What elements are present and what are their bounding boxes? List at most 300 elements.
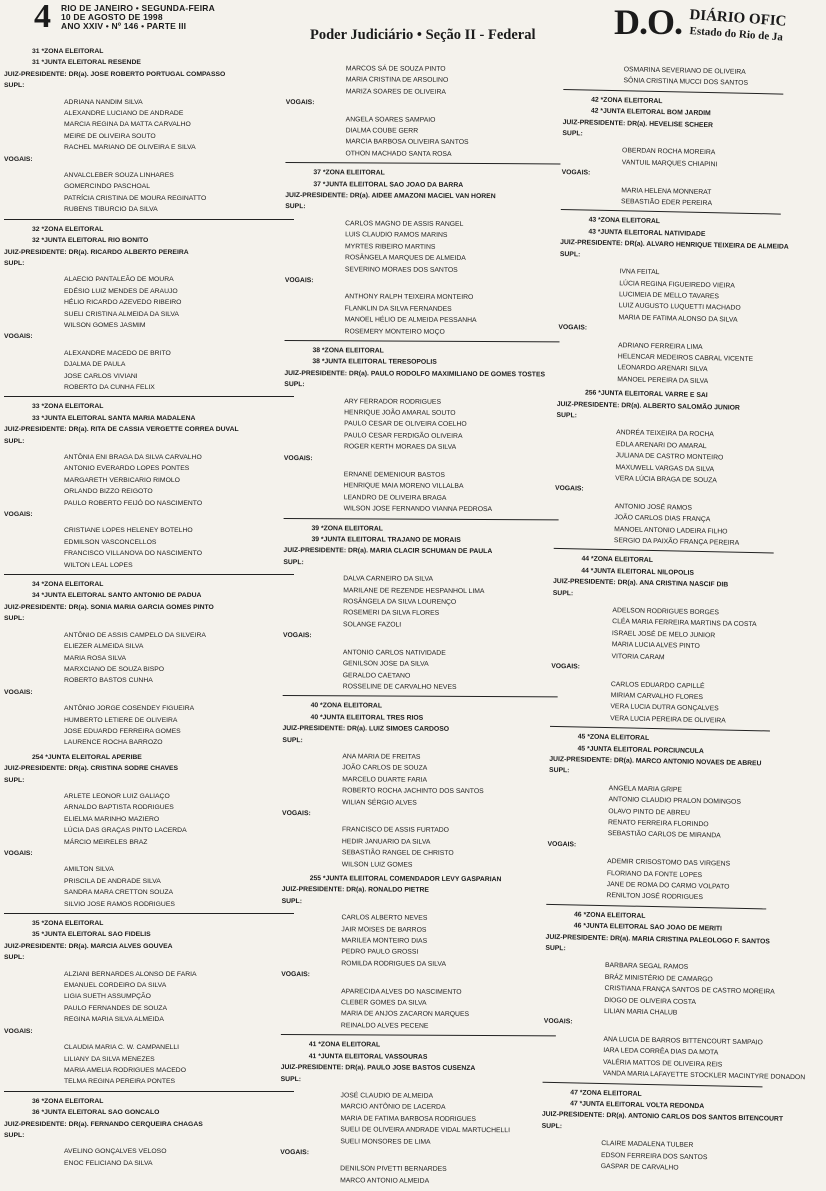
- supl-name: LUCIMEIA DE MELLO TAVARES: [618, 291, 720, 301]
- juiz-presidente: JUIZ-PRESIDENTE: DR(a). SONIA MARIA GARCIA GOMES PINTO: [4, 603, 214, 611]
- supl-name: ARY FERRADOR RODRIGUES: [344, 397, 442, 406]
- zona-block: [281, 873, 557, 1033]
- supl-name: MARIA DE FATIMA BARBOSA RODRIGUES: [340, 1115, 476, 1123]
- vogal-name: CRISTIANE LOPES HELENEY BOTELHO: [64, 527, 193, 535]
- supl-name: HENRIQUE JOÃO AMARAL SOUTO: [344, 409, 456, 417]
- supl-name: VERA LÚCIA BRAGA DE SOUZA: [615, 475, 717, 485]
- juiz-presidente: JUIZ-PRESIDENTE: DR(a). ALBERTO SALOMÃO JUNIOR: [556, 400, 740, 412]
- supl-name: MARIA ROSA SILVA: [64, 654, 127, 662]
- supl-name: VANTUIL MARQUES CHIAPINI: [621, 159, 718, 169]
- supl-name: MARIZA SOARES DE OLIVEIRA: [345, 88, 446, 96]
- vogal-name: PRISCILA DE ANDRADE SILVA: [64, 877, 161, 885]
- junta-heading: 36 *JUNTA ELEITORAL SAO GONCALO: [32, 1109, 160, 1117]
- vogais-label: VOGAIS:: [283, 454, 313, 462]
- vogal-name: MARCIA BARBOSA OLIVEIRA SANTOS: [345, 138, 469, 147]
- supl-name: WILIAN SÉRGIO ALVES: [342, 798, 417, 807]
- brand-title: DIÁRIO OFIC: [688, 7, 787, 30]
- zona-heading: 42 *ZONA ELEITORAL: [591, 96, 663, 105]
- supl-label: SUPL:: [562, 130, 583, 138]
- zona-block: [4, 396, 294, 571]
- supl-label: SUPL:: [4, 82, 25, 90]
- column-1: [4, 46, 294, 1172]
- vogal-name: REINALDO ALVES PECENE: [340, 1022, 429, 1030]
- zona-heading: 38 *ZONA ELEITORAL: [312, 347, 384, 355]
- juiz-presidente: JUIZ-PRESIDENTE: DR(a). CRISTINA SODRE CHAVES: [4, 765, 179, 773]
- supl-name: ARNALDO BAPTISTA RODRIGUES: [64, 804, 174, 812]
- zona-heading: 41 *ZONA ELEITORAL: [308, 1041, 381, 1049]
- supl-name: ANTÔNIO DE ASSIS CAMPELO DA SILVEIRA: [64, 631, 206, 639]
- vogal-name: MARCO ANTONIO ALMEIDA: [340, 1177, 430, 1185]
- zona-heading: 47 *ZONA ELEITORAL: [570, 1088, 642, 1098]
- supl-name: ELIEZER ALMEIDA SILVA: [64, 643, 144, 651]
- vogais-label: VOGAIS:: [4, 333, 33, 341]
- supl-name: SUELI CRISTINA ALMEIDA DA SILVA: [64, 310, 179, 318]
- supl-name: HÉLIO RICARDO AZEVEDO RIBEIRO: [64, 299, 182, 307]
- supl-label: SUPL:: [541, 1122, 563, 1130]
- vogal-name: WILSON JOSE FERNANDO VIANNA PEDROSA: [343, 505, 493, 514]
- supl-name: EDÉSIO LUIZ MENDES DE ARAUJO: [64, 287, 178, 295]
- vogal-name: WILSON LUIZ GOMES: [341, 860, 413, 869]
- column-3: [541, 58, 806, 1179]
- juiz-presidente: JUIZ-PRESIDENTE: DR(a). PAULO JOSE BASTOS CUSENZA: [280, 1064, 476, 1073]
- juiz-presidente: JUIZ-PRESIDENTE: DR(a). AIDEE AMAZONI MACIEL VAN HOREN: [285, 192, 496, 201]
- vogal-name: MANOEL HÉLIO DE ALMEIDA PESSANHA: [344, 316, 477, 325]
- supl-name: LILIAN MARIA CHALUB: [603, 1008, 678, 1017]
- supl-name: SUELI MONSORES DE LIMA: [340, 1137, 431, 1146]
- separator-rule: [285, 340, 560, 342]
- zona-heading: 44 *ZONA ELEITORAL: [581, 555, 653, 565]
- supl-name: OLAVO PINTO DE ABREU: [608, 807, 691, 817]
- supl-label: SUPL:: [4, 1131, 25, 1139]
- supl-name: ORLANDO BIZZO REIGOTO: [64, 488, 153, 496]
- zona-block: [543, 904, 806, 1083]
- vogais-label: VOGAIS:: [4, 155, 33, 163]
- supl-name: ADRIANA NANDIM SILVA: [64, 98, 143, 106]
- zona-block: [282, 695, 558, 871]
- page-header: [0, 0, 787, 50]
- junta-heading: 255 *JUNTA ELEITORAL COMENDADOR LEVY GASPARIAN: [309, 875, 502, 884]
- juiz-presidente: JUIZ-PRESIDENTE: DR(a). FERNANDO CERQUEIRA CHAGAS: [4, 1120, 203, 1128]
- vogais-label: VOGAIS:: [285, 99, 315, 107]
- header-date: 10 DE AGOSTO DE 1998: [61, 12, 163, 22]
- supl-name: JULIANA DE CASTRO MONTEIRO: [615, 452, 724, 462]
- vogal-name: ROSSELINE DE CARVALHO NEVES: [342, 683, 457, 691]
- supl-name: ANTONIO CLAUDIO PRALON DOMINGOS: [608, 796, 741, 807]
- supl-label: SUPL:: [283, 558, 304, 566]
- vogal-name: ANTÔNIO JORGE COSENDEY FIGUEIRA: [64, 705, 195, 713]
- supl-name: MÁRCIO MEIRELES BRAZ: [64, 838, 148, 846]
- vogal-name: ANGELA SOARES SAMPAIO: [345, 115, 436, 124]
- juiz-presidente: JUIZ-PRESIDENTE: DR(a). MARCO ANTONIO NOVAES DE ABREU: [549, 755, 762, 768]
- vogal-name: SEBASTIÃO RANGEL DE CHRISTO: [341, 849, 454, 858]
- zona-heading: 34 *ZONA ELEITORAL: [32, 581, 104, 589]
- vogais-label: VOGAIS:: [4, 850, 33, 857]
- supl-name: DIOGO DE OLIVEIRA COSTA: [604, 996, 696, 1006]
- zona-block: [554, 387, 777, 550]
- supl-label: SUPL:: [4, 954, 25, 962]
- zona-heading: 39 *ZONA ELEITORAL: [311, 524, 383, 533]
- vogal-name: CLEBER GOMES DA SILVA: [341, 999, 427, 1007]
- zona-block: [4, 574, 294, 749]
- supl-name: MAXUWELL VARGAS DA SILVA: [615, 463, 715, 473]
- juiz-presidente: JUIZ-PRESIDENTE: DR(a). MARIA CLACIR SCHUMAN DE PAULA: [283, 547, 493, 556]
- vogal-name: ERNANE DEMENIOUR BASTOS: [343, 471, 445, 479]
- vogal-name: IARA LEDA CORRÊA DIAS DA MOTA: [603, 1047, 719, 1057]
- vogal-name: VALÉRIA MATTOS DE OLIVEIRA REIS: [602, 1058, 723, 1069]
- vogal-name: DIALMA COUBE GERR: [345, 127, 419, 135]
- vogal-name: RUBENS TIBURCIO DA SILVA: [64, 206, 158, 214]
- vogais-label: VOGAIS:: [551, 662, 581, 671]
- vogal-name: CARLOS EDUARDO CAPILLÉ: [610, 680, 705, 690]
- zona-heading: 33 *ZONA ELEITORAL: [32, 403, 104, 411]
- junta-heading: 42 *JUNTA ELEITORAL BOM JARDIM: [590, 107, 711, 118]
- supl-name: EDSON FERREIRA DOS SANTOS: [600, 1151, 708, 1161]
- supl-name: JOÃO CARLOS DE SOUZA: [342, 764, 428, 773]
- vogal-name: JANE DE ROMA DO CARMO VOLPATO: [606, 881, 730, 891]
- vogal-name: JOSE CARLOS VIVIANI: [64, 372, 138, 380]
- vogal-name: JOSE EDUARDO FERREIRA GOMES: [64, 727, 181, 735]
- vogal-name: LAURENCE ROCHA BARROZO: [64, 739, 163, 747]
- vogal-name: FLANKLIN DA SILVA FERNANDES: [344, 305, 452, 313]
- vogais-label: VOGAIS:: [282, 632, 312, 640]
- vogais-label: VOGAIS:: [561, 169, 591, 177]
- separator-rule: [281, 1034, 556, 1036]
- supl-name: MARIA LUCIA ALVES PINTO: [611, 641, 700, 651]
- section-title: Poder Judiciário • Seção II - Federal: [310, 27, 536, 43]
- vogal-name: HENRIQUE MAIA MORENO VILLALBA: [343, 482, 464, 491]
- supl-name: JOSÉ CLAUDIO DE ALMEIDA: [340, 1092, 434, 1100]
- juiz-presidente: JUIZ-PRESIDENTE: DR(a). RONALDO PIETRE: [281, 886, 429, 895]
- supl-label: SUPL:: [548, 767, 570, 775]
- junta-heading: 47 *JUNTA ELEITORAL VOLTA REDONDA: [570, 1100, 705, 1111]
- vogal-name: ALEXANDRE MACEDO DE BRITO: [64, 349, 171, 357]
- vogais-label: VOGAIS:: [282, 809, 311, 818]
- zona-heading: 40 *ZONA ELEITORAL: [310, 702, 383, 710]
- vogal-name: SILVIO JOSE RAMOS RODRIGUES: [64, 900, 175, 908]
- vogais-label: VOGAIS:: [4, 511, 33, 519]
- vogal-name: RENILTON JOSÉ RODRIGUES: [606, 892, 703, 902]
- supl-name: RENATO FERREIRA FLORINDO: [607, 819, 709, 829]
- separator-rule: [4, 219, 294, 220]
- supl-name: SEBASTIÃO CARLOS DE MIRANDA: [607, 830, 721, 840]
- separator-rule: [4, 396, 294, 397]
- zona-block: [283, 518, 559, 694]
- zona-heading: 31 *ZONA ELEITORAL: [32, 48, 104, 55]
- vogal-name: MIRIAM CARVALHO FLORES: [610, 692, 703, 701]
- vogal-name: VERA LUCIA DUTRA GONÇALVES: [610, 703, 719, 713]
- junta-heading: 38 *JUNTA ELEITORAL TERESOPOLIS: [312, 358, 437, 367]
- vogais-label: VOGAIS:: [280, 1148, 309, 1157]
- juiz-presidente: JUIZ-PRESIDENTE: DR(a). RITA DE CASSIA VERGETTE CORREA DUVAL: [4, 426, 239, 434]
- zona-block: [4, 1091, 294, 1169]
- zona-block: [280, 1034, 556, 1187]
- supl-name: MARIA CRISTINA DE ARSOLINO: [345, 76, 449, 85]
- supl-name: REGINA MARIA SILVA ALMEIDA: [64, 1016, 164, 1024]
- vogal-name: MANOEL PEREIRA DA SILVA: [617, 375, 709, 385]
- vogal-name: FRANCISCO DE ASSIS FURTADO: [341, 826, 449, 835]
- junta-heading: 34 *JUNTA ELEITORAL SANTO ANTONIO DE PADUA: [32, 592, 202, 600]
- junta-heading: 43 *JUNTA ELEITORAL NATIVIDADE: [588, 228, 706, 238]
- vogais-label: VOGAIS:: [284, 276, 314, 285]
- zona-heading: 35 *ZONA ELEITORAL: [32, 920, 104, 928]
- vogal-name: HEDIR JANUARIO DA SILVA: [341, 838, 431, 846]
- supl-name: JAIR MOISES DE BARROS: [341, 925, 427, 934]
- supl-name: MARGARETH VERBICARIO RIMOLO: [64, 476, 180, 484]
- supl-name: ALEXANDRE LUCIANO DE ANDRADE: [64, 110, 184, 118]
- separator-rule: [285, 162, 560, 164]
- vogal-name: DJALMA DE PAULA: [64, 361, 126, 369]
- vogal-name: FLORIANO DA FONTE LOPES: [606, 869, 703, 879]
- vogal-name: LEANDRO DE OLIVEIRA BRAGA: [343, 494, 447, 502]
- supl-name: ANDRÉA TEIXEIRA DA ROCHA: [616, 429, 714, 439]
- separator-rule: [283, 695, 558, 697]
- supl-name: CLAIRE MADALENA TULBER: [601, 1140, 694, 1150]
- supl-name: ALAECIO PANTALEÃO DE MOURA: [64, 276, 174, 284]
- supl-label: SUPL:: [545, 944, 566, 953]
- junta-heading: 46 *JUNTA ELEITORAL SAO JOAO DE MERITI: [573, 922, 723, 933]
- zona-block: [541, 1081, 784, 1175]
- supl-label: SUPL:: [556, 411, 577, 420]
- junta-heading: 40 *JUNTA ELEITORAL TRES RIOS: [310, 713, 424, 722]
- supl-name: CRISTIANA FRANÇA SANTOS DE CASTRO MOREIRA: [604, 985, 775, 996]
- vogal-name: DENILSON PIVETTI BERNARDES: [340, 1165, 447, 1174]
- supl-label: SUPL:: [559, 250, 581, 259]
- juiz-presidente: JUIZ-PRESIDENTE: DR(a). PAULO RODOLFO MAXIMILIANO DE GOMES TOSTES: [284, 369, 546, 379]
- zona-heading: 45 *ZONA ELEITORAL: [577, 733, 650, 743]
- junta-heading: 41 *JUNTA ELEITORAL VASSOURAS: [308, 1052, 428, 1061]
- supl-name: SEVERINO MORAES DOS SANTOS: [344, 265, 458, 274]
- supl-name: IVNA FEITAL: [619, 268, 660, 277]
- juiz-presidente: JUIZ-PRESIDENTE: DR(a). RICARDO ALBERTO PEREIRA: [4, 248, 189, 256]
- supl-name: VITORIA CARAM: [611, 652, 665, 661]
- junta-heading: 32 *JUNTA ELEITORAL RIO BONITO: [32, 237, 149, 245]
- juiz-presidente: JUIZ-PRESIDENTE: DR(a). LUIZ SIMOES CARDOSO: [282, 725, 450, 733]
- supl-name: ANTÔNIA ENI BRAGA DA SILVA CARVALHO: [64, 454, 202, 461]
- vogal-name: JOÃO CARLOS DIAS FRANÇA: [614, 514, 711, 524]
- vogais-label: VOGAIS:: [4, 688, 33, 696]
- supl-label: SUPL:: [284, 381, 305, 389]
- vogal-name: PATRÍCIA CRISTINA DE MOURA REGINATTO: [64, 194, 207, 202]
- supl-name: ALZIANI BERNARDES ALONSO DE FARIA: [64, 970, 197, 978]
- vogal-name: GERALDO CAETANO: [342, 671, 411, 680]
- vogal-name: HUMBERTO LETIERE DE OLIVEIRA: [64, 716, 178, 724]
- supl-name: LÚCIA REGINA FIGUEIREDO VIEIRA: [619, 279, 735, 290]
- junta-heading: 45 *JUNTA ELEITORAL PORCIUNCULA: [577, 744, 704, 755]
- vogais-label: VOGAIS:: [558, 324, 588, 332]
- supl-name: BARBARA SEGAL RAMOS: [604, 962, 689, 972]
- supl-name: BRÁZ MINISTÉRIO DE CAMARGO: [604, 973, 713, 984]
- junta-heading: 33 *JUNTA ELEITORAL SANTA MARIA MADALENA: [32, 414, 196, 422]
- vogal-name: ANTONIO CARLOS NATIVIDADE: [342, 648, 446, 657]
- supl-name: CARLOS MAGNO DE ASSIS RANGEL: [345, 220, 464, 228]
- column-2: [280, 58, 561, 1191]
- vogal-name: MANOEL ANTONIO LADEIRA FILHO: [614, 525, 728, 536]
- supl-name: ROGER KERTH MORAES DA SILVA: [343, 443, 457, 452]
- vogal-name: WILTON LEAL LOPES: [64, 561, 133, 569]
- supl-name: PAULO CESAR FERDIGÃO OLIVEIRA: [344, 432, 463, 440]
- supl-name: ROBERTO BASTOS CUNHA: [64, 677, 153, 685]
- zona-block: [285, 58, 561, 161]
- supl-name: MYRTES RIBEIRO MARTINS: [344, 242, 436, 251]
- zona-heading: 43 *ZONA ELEITORAL: [588, 217, 661, 226]
- junta-heading: 44 *JUNTA ELEITORAL NILOPOLIS: [581, 567, 694, 577]
- vogal-name: VANDA MARIA LAFAYETTE STOCKLER MACINTYRE DONADON: [602, 1070, 806, 1082]
- zona-block: [563, 58, 784, 90]
- supl-name: MARCIO ANTÔNIO DE LACERDA: [340, 1103, 446, 1112]
- juiz-presidente: JUIZ-PRESIDENTE: DR(a). ALVARO HENRIQUE TEIXEIRA DE ALMEIDA: [560, 239, 789, 252]
- vogal-name: SANDRA MARA CRETTON SOUZA: [64, 889, 174, 897]
- supl-name: MARCELO DUARTE FARIA: [342, 776, 428, 784]
- vogal-name: ROSEMERY MONTEIRO MOÇO: [344, 327, 445, 336]
- supl-label: SUPL:: [280, 1075, 302, 1083]
- supl-name: MARCOS SÁ DE SOUZA PINTO: [345, 65, 446, 73]
- zona-heading: 32 *ZONA ELEITORAL: [32, 225, 104, 233]
- vogal-name: VERA LUCIA PEREIRA DE OLIVEIRA: [610, 714, 726, 725]
- vogais-label: VOGAIS:: [547, 840, 577, 849]
- separator-rule: [284, 518, 559, 520]
- do-logo: D.O.: [614, 2, 682, 42]
- supl-name: EMANUEL CORDEIRO DA SILVA: [64, 982, 167, 990]
- vogal-name: APARECIDA ALVES DO NASCIMENTO: [341, 987, 462, 996]
- supl-name: ADELSON RODRIGUES BORGES: [612, 607, 720, 617]
- vogal-name: OTHON MACHADO SANTA ROSA: [345, 150, 452, 158]
- supl-name: MARILEA MONTEIRO DIAS: [341, 937, 428, 945]
- vogal-name: EDMILSON VASCONCELLOS: [64, 538, 157, 546]
- supl-name: LUIZ AUGUSTO LUQUETTI MACHADO: [618, 302, 741, 313]
- junta-heading: 39 *JUNTA ELEITORAL TRAJANO DE MORAIS: [311, 536, 461, 544]
- supl-name: ANA MARIA DE FREITAS: [342, 753, 421, 761]
- supl-name: ROSÂNGELA MARQUES DE ALMEIDA: [344, 254, 466, 263]
- supl-name: EDLA ARENARI DO AMARAL: [615, 440, 707, 450]
- vogal-name: SEBASTIÃO EDER PEREIRA: [620, 198, 713, 208]
- header-city-day: RIO DE JANEIRO • SEGUNDA-FEIRA: [61, 3, 215, 13]
- vogal-name: ANTONIO JOSÉ RAMOS: [614, 502, 692, 512]
- junta-heading: 256 *JUNTA ELEITORAL VARRE E SAI: [584, 389, 708, 400]
- separator-rule: [4, 1091, 294, 1092]
- page-number: 4: [34, 0, 51, 35]
- vogal-name: LEONARDO ARENARI SILVA: [617, 364, 708, 374]
- supl-name: OSMARINA SEVERIANO DE OLIVEIRA: [623, 66, 746, 76]
- supl-name: OBERDAN ROCHA MOREIRA: [621, 147, 716, 157]
- zona-block: [557, 209, 789, 388]
- supl-name: MARCIA REGINA DA MATTA CARVALHO: [64, 121, 191, 129]
- supl-label: SUPL:: [285, 203, 306, 211]
- supl-name: MARILANE DE REZENDE HESPANHOL LIMA: [343, 586, 485, 595]
- juiz-presidente: JUIZ-PRESIDENTE: DR(a). HEVELISE SCHEER: [562, 118, 714, 129]
- supl-name: CARLOS ALBERTO NEVES: [341, 914, 428, 922]
- supl-name: ARLETE LEONOR LUIZ GALIAÇO: [64, 792, 170, 800]
- vogal-name: SERGIO DA PAIXÃO FRANÇA PEREIRA: [613, 537, 740, 547]
- brand-subtitle: Estado do Rio de Ja: [689, 25, 784, 44]
- vogal-name: MARIA HELENA MONNERAT: [621, 186, 712, 196]
- supl-name: ANTONIO EVERARDO LOPES PONTES: [64, 465, 190, 473]
- supl-label: SUPL:: [4, 437, 25, 445]
- vogal-name: ROBERTO DA CUNHA FELIX: [64, 383, 155, 391]
- supl-name: PEDRO PAULO GROSSI: [341, 948, 419, 957]
- juiz-presidente: JUIZ-PRESIDENTE: DR(a). JOSE ROBERTO PORTUGAL COMPASSO: [4, 70, 226, 78]
- junta-heading: 254 *JUNTA ELEITORAL APERIBE: [32, 753, 142, 761]
- vogal-name: MARIA AMELIA RODRIGUES MACEDO: [64, 1066, 186, 1074]
- supl-name: LUIS CLAUDIO RAMOS MARINS: [345, 231, 448, 240]
- vogal-name: ADEMIR CRISOSTOMO DAS VIRGENS: [607, 858, 731, 868]
- supl-label: SUPL:: [4, 259, 25, 267]
- junta-heading: 31 *JUNTA ELEITORAL RESENDE: [32, 59, 141, 67]
- vogal-name: MARIA DE ANJOS ZACARON MARQUES: [340, 1010, 470, 1019]
- vogal-name: ANVALCLEBER SOUZA LINHARES: [64, 172, 174, 180]
- vogal-name: ADRIANO FERREIRA LIMA: [617, 341, 703, 351]
- zona-block: [546, 726, 770, 905]
- supl-name: ISRAEL JOSÉ DE MELO JUNIOR: [611, 630, 716, 640]
- separator-rule: [4, 913, 294, 914]
- supl-label: SUPL:: [552, 589, 574, 597]
- supl-name: PAULO FERNANDES DE SOUZA: [64, 1004, 167, 1012]
- supl-name: GASPAR DE CARVALHO: [600, 1162, 679, 1172]
- supl-name: AVELINO GONÇALVES VELOSO: [64, 1148, 167, 1156]
- vogal-name: HELENCAR MEDEIROS CABRAL VICENTE: [617, 353, 754, 363]
- vogais-label: VOGAIS:: [554, 485, 584, 493]
- supl-name: LÚCIA DAS GRAÇAS PINTO LACERDA: [64, 827, 187, 835]
- supl-name: ANGELA MARIA GRIPE: [608, 784, 683, 794]
- vogal-name: GENILSON JOSE DA SILVA: [342, 660, 429, 668]
- juiz-presidente: JUIZ-PRESIDENTE: DR(a). MARIA CRISTINA PALEOLOGO F. SANTOS: [545, 933, 770, 946]
- supl-name: ROBERTO ROCHA JACHINTO DOS SANTOS: [342, 787, 484, 796]
- supl-name: RACHEL MARIANO DE OLIVEIRA E SILVA: [64, 144, 196, 152]
- juiz-presidente: JUIZ-PRESIDENTE: DR(a). ANTONIO CARLOS DOS SANTOS BITENCOURT: [541, 1111, 784, 1124]
- supl-name: LIGIA SUETH ASSUMPÇÃO: [64, 993, 151, 1001]
- junta-heading: 35 *JUNTA ELEITORAL SAO FIDELIS: [32, 931, 151, 939]
- zona-block: [561, 89, 783, 211]
- vogal-name: FRANCISCO VILLANOVA DO NASCIMENTO: [64, 550, 202, 558]
- supl-label: SUPL:: [282, 736, 303, 744]
- zona-block: [4, 752, 294, 910]
- supl-label: SUPL:: [4, 615, 25, 623]
- supl-name: MARIA DE FATIMA ALONSO DA SILVA: [618, 313, 738, 324]
- zona-heading: 46 *ZONA ELEITORAL: [573, 911, 646, 920]
- vogal-name: ANA LUCIA DE BARROS BITTENCOURT SAMPAIO: [603, 1035, 763, 1047]
- separator-rule: [4, 574, 294, 575]
- supl-name: ROSÂNGELA DA SILVA LOURENÇO: [343, 598, 457, 606]
- supl-name: ROMILDA RODRIGUES DA SILVA: [341, 960, 447, 968]
- supl-label: SUPL:: [4, 776, 25, 784]
- vogal-name: TELMA REGINA PEREIRA PONTES: [64, 1078, 176, 1086]
- vogal-name: GOMERCINDO PASCHOAL: [64, 183, 150, 191]
- zona-block: [285, 162, 561, 338]
- zona-block: [4, 219, 294, 394]
- vogais-label: VOGAIS:: [543, 1018, 573, 1026]
- zona-block: [4, 46, 294, 216]
- supl-name: SUELI DE OLIVEIRA ANDRADE VIDAL MARTUCHELLI: [340, 1126, 511, 1135]
- zona-heading: 37 *ZONA ELEITORAL: [313, 169, 385, 177]
- header-edition: ANO XXIV • Nº 146 • PARTE III: [61, 21, 187, 31]
- juiz-presidente: JUIZ-PRESIDENTE: DR(a). ANA CRISTINA NASCIF DIB: [552, 578, 729, 589]
- zona-heading: 36 *ZONA ELEITORAL: [32, 1097, 104, 1105]
- zona-block: [284, 340, 560, 516]
- supl-name: WILSON GOMES JASMIM: [64, 321, 146, 329]
- supl-name: SÔNIA CRISTINA MUCCI DOS SANTOS: [623, 77, 749, 88]
- supl-label: SUPL:: [281, 897, 303, 905]
- supl-name: ELIELMA MARINHO MAZIERO: [64, 815, 160, 823]
- vogal-name: AMILTON SILVA: [64, 866, 114, 874]
- vogal-name: CLAUDIA MARIA C. W. CAMPANELLI: [64, 1044, 180, 1052]
- supl-name: SOLANGE FAZOLI: [343, 621, 402, 629]
- vogais-label: VOGAIS:: [281, 971, 310, 979]
- supl-name: MEIRE DE OLIVEIRA SOUTO: [64, 132, 156, 140]
- supl-name: DALVA CARNEIRO DA SILVA: [343, 575, 434, 584]
- supl-name: MARXCIANO DE SOUZA BISPO: [64, 665, 165, 673]
- supl-name: CLÉA MARIA FERREIRA MARTINS DA COSTA: [612, 618, 757, 629]
- juiz-presidente: JUIZ-PRESIDENTE: DR(a). MARCIA ALVES GOUVEA: [4, 942, 173, 950]
- supl-name: ROSEMERI DA SILVA FLORES: [343, 609, 440, 618]
